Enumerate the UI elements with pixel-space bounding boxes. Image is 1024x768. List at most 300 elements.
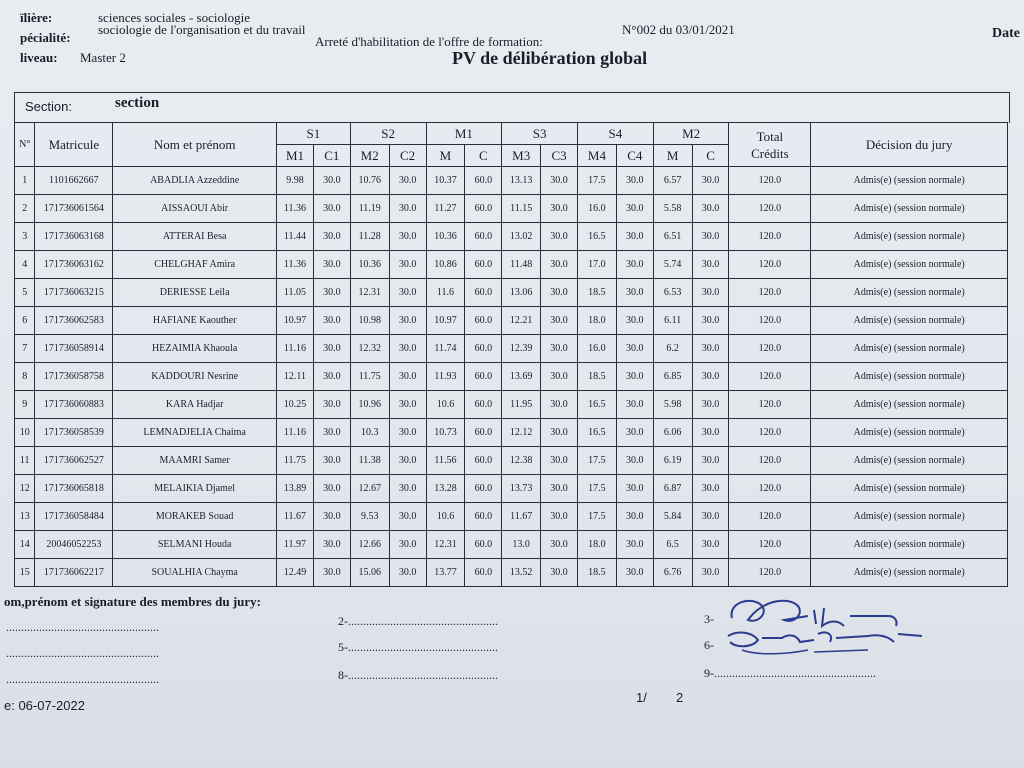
row-grade: 11.67 <box>277 503 314 531</box>
row-name: KARA Hadjar <box>113 391 277 419</box>
row-grade: 17.5 <box>577 447 616 475</box>
row-grade: 11.67 <box>502 503 541 531</box>
row-grade: 11.95 <box>502 391 541 419</box>
row-grade: 30.0 <box>389 503 426 531</box>
row-grade: 30.0 <box>692 279 729 307</box>
sub-col: M1 <box>277 145 314 167</box>
row-grade: 30.0 <box>313 447 350 475</box>
row-grade: 30.0 <box>313 363 350 391</box>
row-name: DERIESSE Leila <box>113 279 277 307</box>
row-grade: 11.36 <box>277 251 314 279</box>
row-grade: 60.0 <box>465 475 502 503</box>
row-grade: 60.0 <box>465 447 502 475</box>
row-grade: 12.67 <box>350 475 389 503</box>
row-grade: 30.0 <box>616 559 653 587</box>
arrete-label: Arreté d'habilitation de l'offre de formation: <box>315 34 543 49</box>
row-number: 12 <box>15 475 35 503</box>
row-grade: 30.0 <box>541 167 578 195</box>
row-grade: 10.25 <box>277 391 314 419</box>
jury-title: om,prénom et signature des membres du jury: <box>4 594 261 609</box>
row-grade: 11.56 <box>426 447 465 475</box>
row-grade: 13.28 <box>426 475 465 503</box>
page-title: PV de délibération global <box>452 48 648 68</box>
row-name: LEMNADJELIA Chaima <box>113 419 277 447</box>
row-grade: 13.69 <box>502 363 541 391</box>
page-current: 1/ <box>636 690 647 705</box>
row-grade: 10.73 <box>426 419 465 447</box>
row-grade: 13.89 <box>277 475 314 503</box>
row-matricule: 171736058914 <box>35 335 113 363</box>
row-name: CHELGHAF Amira <box>113 251 277 279</box>
row-grade: 30.0 <box>692 363 729 391</box>
row-grade: 30.0 <box>692 223 729 251</box>
jury-line-6: 6- <box>704 638 714 652</box>
row-grade: 11.15 <box>502 195 541 223</box>
row-decision: Admis(e) (session normale) <box>811 307 1008 335</box>
row-grade: 6.2 <box>653 335 692 363</box>
row-grade: 30.0 <box>389 391 426 419</box>
row-grade: 30.0 <box>389 559 426 587</box>
row-grade: 12.66 <box>350 531 389 559</box>
sub-col: C4 <box>616 145 653 167</box>
row-grade: 30.0 <box>616 335 653 363</box>
table-row <box>15 559 1008 587</box>
row-grade: 30.0 <box>616 531 653 559</box>
row-grade: 30.0 <box>541 307 578 335</box>
row-grade: 13.02 <box>502 223 541 251</box>
row-grade: 30.0 <box>389 167 426 195</box>
row-grade: 16.0 <box>577 335 616 363</box>
row-decision: Admis(e) (session normale) <box>811 335 1008 363</box>
row-grade: 6.19 <box>653 447 692 475</box>
row-grade: 30.0 <box>541 195 578 223</box>
row-name: MELAIKIA Djamel <box>113 475 277 503</box>
row-total: 120.0 <box>729 307 811 335</box>
row-grade: 6.57 <box>653 167 692 195</box>
row-grade: 30.0 <box>541 363 578 391</box>
table-row <box>15 223 1008 251</box>
row-name: SOUALHIA Chayma <box>113 559 277 587</box>
row-grade: 30.0 <box>313 195 350 223</box>
col-group-s4: S4 <box>577 123 653 145</box>
row-grade: 30.0 <box>313 503 350 531</box>
row-total: 120.0 <box>729 475 811 503</box>
table-head <box>15 123 1008 167</box>
jury-line-8: 8-.................................................. <box>338 668 498 682</box>
row-name: ATTERAI Besa <box>113 223 277 251</box>
row-decision: Admis(e) (session normale) <box>811 391 1008 419</box>
niveau-value: Master 2 <box>80 50 126 65</box>
col-total-line1: Total <box>756 128 784 144</box>
row-number: 1 <box>15 167 35 195</box>
row-decision: Admis(e) (session normale) <box>811 223 1008 251</box>
row-grade: 6.53 <box>653 279 692 307</box>
row-number: 5 <box>15 279 35 307</box>
row-grade: 6.85 <box>653 363 692 391</box>
row-grade: 16.5 <box>577 223 616 251</box>
jury-line-2: 2-.................................................. <box>338 614 498 628</box>
row-decision: Admis(e) (session normale) <box>811 251 1008 279</box>
row-grade: 30.0 <box>313 307 350 335</box>
row-grade: 11.28 <box>350 223 389 251</box>
niveau-line <box>20 50 126 65</box>
row-grade: 30.0 <box>389 419 426 447</box>
row-matricule: 171736058758 <box>35 363 113 391</box>
col-matricule: Matricule <box>35 123 113 167</box>
row-grade: 30.0 <box>692 195 729 223</box>
row-grade: 30.0 <box>692 335 729 363</box>
row-decision: Admis(e) (session normale) <box>811 475 1008 503</box>
row-grade: 30.0 <box>616 279 653 307</box>
sub-col: C2 <box>389 145 426 167</box>
col-n: N° <box>15 123 35 167</box>
row-grade: 30.0 <box>541 559 578 587</box>
row-matricule: 171736063215 <box>35 279 113 307</box>
row-matricule: 171736061564 <box>35 195 113 223</box>
row-grade: 11.16 <box>277 419 314 447</box>
row-grade: 11.74 <box>426 335 465 363</box>
row-decision: Admis(e) (session normale) <box>811 447 1008 475</box>
filiere-value: sciences sociales - sociologie <box>98 10 250 25</box>
row-grade: 60.0 <box>465 223 502 251</box>
row-grade: 30.0 <box>389 307 426 335</box>
row-name: MORAKEB Souad <box>113 503 277 531</box>
row-grade: 9.98 <box>277 167 314 195</box>
row-grade: 30.0 <box>616 223 653 251</box>
row-number: 8 <box>15 363 35 391</box>
row-grade: 30.0 <box>313 531 350 559</box>
jury-line-9: 9-...................................................... <box>704 666 876 680</box>
row-grade: 10.37 <box>426 167 465 195</box>
row-grade: 30.0 <box>541 223 578 251</box>
row-grade: 12.11 <box>277 363 314 391</box>
row-grade: 30.0 <box>616 195 653 223</box>
row-grade: 30.0 <box>389 195 426 223</box>
row-grade: 30.0 <box>541 531 578 559</box>
row-name: ABADLIA Azzeddine <box>113 167 277 195</box>
row-matricule: 171736062527 <box>35 447 113 475</box>
row-name: KADDOURI Nesrine <box>113 363 277 391</box>
row-grade: 9.53 <box>350 503 389 531</box>
row-grade: 30.0 <box>389 279 426 307</box>
col-group-m2: M2 <box>653 123 729 145</box>
row-grade: 10.86 <box>426 251 465 279</box>
section-row <box>14 92 1010 123</box>
row-grade: 60.0 <box>465 391 502 419</box>
sub-col: C <box>692 145 729 167</box>
row-total: 120.0 <box>729 335 811 363</box>
row-number: 3 <box>15 223 35 251</box>
row-grade: 13.77 <box>426 559 465 587</box>
row-grade: 30.0 <box>616 307 653 335</box>
row-grade: 30.0 <box>541 251 578 279</box>
row-grade: 60.0 <box>465 251 502 279</box>
sub-col: C3 <box>541 145 578 167</box>
row-grade: 30.0 <box>616 251 653 279</box>
page-total: 2 <box>676 690 684 705</box>
row-grade: 30.0 <box>616 167 653 195</box>
table-row <box>15 503 1008 531</box>
col-total <box>729 123 811 167</box>
row-number: 14 <box>15 531 35 559</box>
row-grade: 30.0 <box>692 167 729 195</box>
row-decision: Admis(e) (session normale) <box>811 167 1008 195</box>
arrete-value: N°002 du 03/01/2021 <box>622 22 735 37</box>
row-grade: 30.0 <box>313 559 350 587</box>
row-grade: 11.44 <box>277 223 314 251</box>
row-grade: 5.74 <box>653 251 692 279</box>
results-table <box>14 122 1008 587</box>
row-total: 120.0 <box>729 279 811 307</box>
row-grade: 60.0 <box>465 419 502 447</box>
row-grade: 30.0 <box>389 335 426 363</box>
sub-col: C1 <box>313 145 350 167</box>
row-grade: 12.12 <box>502 419 541 447</box>
row-grade: 30.0 <box>616 475 653 503</box>
row-grade: 30.0 <box>616 419 653 447</box>
row-number: 6 <box>15 307 35 335</box>
row-grade: 12.38 <box>502 447 541 475</box>
row-grade: 30.0 <box>692 475 729 503</box>
col-name: Nom et prénom <box>113 123 277 167</box>
row-grade: 30.0 <box>313 251 350 279</box>
row-grade: 18.5 <box>577 279 616 307</box>
row-grade: 13.06 <box>502 279 541 307</box>
row-grade: 30.0 <box>616 363 653 391</box>
row-total: 120.0 <box>729 559 811 587</box>
row-name: AISSAOUI Abir <box>113 195 277 223</box>
row-total: 120.0 <box>729 391 811 419</box>
table-body <box>15 167 1008 587</box>
row-decision: Admis(e) (session normale) <box>811 503 1008 531</box>
row-grade: 60.0 <box>465 363 502 391</box>
table-row <box>15 531 1008 559</box>
row-grade: 30.0 <box>541 391 578 419</box>
row-grade: 30.0 <box>313 279 350 307</box>
row-total: 120.0 <box>729 223 811 251</box>
row-grade: 16.5 <box>577 391 616 419</box>
col-total-line2: Crédits <box>751 145 789 161</box>
col-group-s1: S1 <box>277 123 351 145</box>
table-row <box>15 307 1008 335</box>
jury-line-5: 5-.................................................. <box>338 640 498 654</box>
row-name: SELMANI Houda <box>113 531 277 559</box>
row-grade: 30.0 <box>541 335 578 363</box>
row-grade: 13.0 <box>502 531 541 559</box>
row-number: 2 <box>15 195 35 223</box>
sub-col: M2 <box>350 145 389 167</box>
row-total: 120.0 <box>729 195 811 223</box>
row-matricule: 171736063162 <box>35 251 113 279</box>
row-matricule: 171736065818 <box>35 475 113 503</box>
row-grade: 60.0 <box>465 279 502 307</box>
row-name: HEZAIMIA Khaoula <box>113 335 277 363</box>
row-grade: 30.0 <box>692 531 729 559</box>
row-number: 15 <box>15 559 35 587</box>
row-grade: 11.93 <box>426 363 465 391</box>
row-grade: 11.36 <box>277 195 314 223</box>
sub-col: M4 <box>577 145 616 167</box>
row-grade: 11.38 <box>350 447 389 475</box>
row-grade: 30.0 <box>389 475 426 503</box>
row-grade: 60.0 <box>465 503 502 531</box>
row-total: 120.0 <box>729 363 811 391</box>
row-grade: 30.0 <box>389 363 426 391</box>
row-grade: 18.0 <box>577 531 616 559</box>
row-decision: Admis(e) (session normale) <box>811 279 1008 307</box>
header-row-groups <box>15 123 1008 145</box>
row-total: 120.0 <box>729 251 811 279</box>
row-grade: 30.0 <box>616 503 653 531</box>
row-grade: 11.16 <box>277 335 314 363</box>
row-grade: 10.98 <box>350 307 389 335</box>
row-grade: 10.76 <box>350 167 389 195</box>
row-grade: 30.0 <box>541 447 578 475</box>
row-number: 4 <box>15 251 35 279</box>
row-grade: 60.0 <box>465 559 502 587</box>
table-row <box>15 447 1008 475</box>
row-matricule: 171736058484 <box>35 503 113 531</box>
row-grade: 30.0 <box>692 251 729 279</box>
jury-line-3: 3- <box>704 612 714 626</box>
row-total: 120.0 <box>729 419 811 447</box>
row-grade: 17.0 <box>577 251 616 279</box>
col-group-s3: S3 <box>502 123 578 145</box>
row-grade: 10.3 <box>350 419 389 447</box>
row-grade: 12.49 <box>277 559 314 587</box>
row-grade: 11.6 <box>426 279 465 307</box>
row-total: 120.0 <box>729 503 811 531</box>
row-grade: 6.76 <box>653 559 692 587</box>
row-grade: 12.31 <box>426 531 465 559</box>
row-total: 120.0 <box>729 167 811 195</box>
row-matricule: 20046052253 <box>35 531 113 559</box>
row-grade: 60.0 <box>465 531 502 559</box>
specialite-value: sociologie de l'organisation et du travail <box>98 22 306 37</box>
row-matricule: 171736062217 <box>35 559 113 587</box>
handwritten-signatures <box>718 590 928 666</box>
jury-line-4: ................................................... <box>6 646 159 660</box>
row-grade: 16.0 <box>577 195 616 223</box>
row-grade: 30.0 <box>692 447 729 475</box>
row-decision: Admis(e) (session normale) <box>811 559 1008 587</box>
row-grade: 11.75 <box>277 447 314 475</box>
niveau-label: liveau: <box>20 50 58 65</box>
section-label: Section: <box>25 99 72 114</box>
row-grade: 30.0 <box>313 475 350 503</box>
date-label: Date <box>992 26 1020 41</box>
row-decision: Admis(e) (session normale) <box>811 363 1008 391</box>
row-grade: 5.84 <box>653 503 692 531</box>
table-row <box>15 195 1008 223</box>
row-grade: 11.97 <box>277 531 314 559</box>
row-grade: 30.0 <box>692 503 729 531</box>
row-grade: 30.0 <box>313 419 350 447</box>
row-grade: 6.51 <box>653 223 692 251</box>
row-grade: 6.5 <box>653 531 692 559</box>
row-grade: 5.98 <box>653 391 692 419</box>
row-grade: 30.0 <box>541 279 578 307</box>
row-grade: 30.0 <box>541 503 578 531</box>
row-total: 120.0 <box>729 447 811 475</box>
row-grade: 17.5 <box>577 167 616 195</box>
row-grade: 60.0 <box>465 167 502 195</box>
row-grade: 30.0 <box>313 335 350 363</box>
sub-col: M3 <box>502 145 541 167</box>
row-grade: 10.6 <box>426 391 465 419</box>
row-decision: Admis(e) (session normale) <box>811 419 1008 447</box>
row-grade: 30.0 <box>692 559 729 587</box>
row-grade: 17.5 <box>577 503 616 531</box>
row-number: 9 <box>15 391 35 419</box>
filiere-line <box>20 10 250 25</box>
row-grade: 11.75 <box>350 363 389 391</box>
row-matricule: 171736062583 <box>35 307 113 335</box>
row-grade: 30.0 <box>389 251 426 279</box>
row-grade: 30.0 <box>313 167 350 195</box>
row-grade: 5.58 <box>653 195 692 223</box>
row-grade: 30.0 <box>692 391 729 419</box>
row-grade: 30.0 <box>389 223 426 251</box>
row-grade: 30.0 <box>692 307 729 335</box>
row-matricule: 171736058539 <box>35 419 113 447</box>
row-decision: Admis(e) (session normale) <box>811 195 1008 223</box>
row-grade: 10.96 <box>350 391 389 419</box>
specialite-label: pécialité: <box>20 30 71 45</box>
row-grade: 10.6 <box>426 503 465 531</box>
row-grade: 30.0 <box>389 531 426 559</box>
row-number: 13 <box>15 503 35 531</box>
row-grade: 18.5 <box>577 363 616 391</box>
row-total: 120.0 <box>729 531 811 559</box>
row-grade: 13.73 <box>502 475 541 503</box>
row-number: 11 <box>15 447 35 475</box>
row-grade: 6.87 <box>653 475 692 503</box>
row-matricule: 171736060883 <box>35 391 113 419</box>
row-grade: 11.27 <box>426 195 465 223</box>
row-grade: 11.48 <box>502 251 541 279</box>
row-grade: 12.39 <box>502 335 541 363</box>
sub-col: M <box>426 145 465 167</box>
table-row <box>15 167 1008 195</box>
row-grade: 16.5 <box>577 419 616 447</box>
row-number: 10 <box>15 419 35 447</box>
table-row <box>15 279 1008 307</box>
table-row <box>15 251 1008 279</box>
row-grade: 30.0 <box>692 419 729 447</box>
row-grade: 17.5 <box>577 475 616 503</box>
row-grade: 12.31 <box>350 279 389 307</box>
row-grade: 30.0 <box>616 447 653 475</box>
row-grade: 60.0 <box>465 335 502 363</box>
jury-line-1: ................................................... <box>6 620 159 634</box>
row-grade: 30.0 <box>389 447 426 475</box>
section-value: section <box>115 95 160 111</box>
col-decision: Décision du jury <box>811 123 1008 167</box>
row-grade: 18.0 <box>577 307 616 335</box>
col-group-s2: S2 <box>350 123 426 145</box>
filiere-label: ïlière: <box>20 10 53 25</box>
row-name: MAAMRI Samer <box>113 447 277 475</box>
row-grade: 13.13 <box>502 167 541 195</box>
row-grade: 6.06 <box>653 419 692 447</box>
row-number: 7 <box>15 335 35 363</box>
row-grade: 30.0 <box>541 419 578 447</box>
sub-col: M <box>653 145 692 167</box>
row-grade: 12.21 <box>502 307 541 335</box>
row-matricule: 171736063168 <box>35 223 113 251</box>
table-row <box>15 335 1008 363</box>
